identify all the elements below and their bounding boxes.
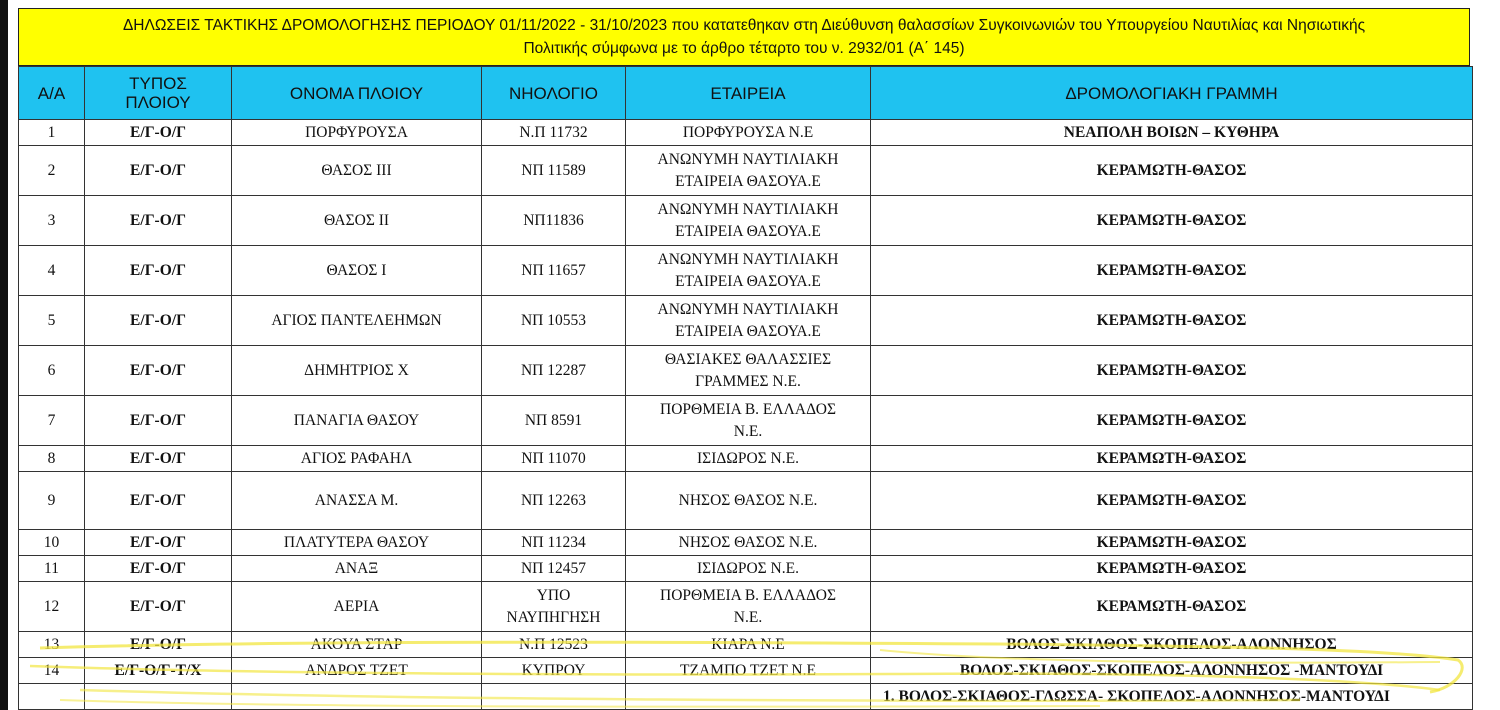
cell-company [626,396,871,446]
cell-ship-name [232,684,482,710]
cell-registry-line: ΝΠ 12263 [520,491,586,509]
cell-type [85,346,232,396]
cell-company-line: ΠΟΡΦΥΡΟΥΣΑ Ν.Ε [682,123,814,141]
cell-type-line: Ε/Γ-Ο/Γ [130,411,186,429]
cell-registry [482,346,626,396]
cell-route-line: ΚΕΡΑΜΩΤΗ-ΘΑΣΟΣ [1096,261,1247,279]
table-row [19,582,1473,632]
cell-route [871,530,1473,556]
table-row [19,146,1473,196]
cell-ship-name-line: ΠΟΡΦΥΡΟΥΣΑ [305,123,408,141]
cell-company-line: ΕΤΑΙΡΕΙΑ ΘΑΣΟΥΑ.Ε [675,222,821,240]
cell-registry-line: ΥΠΟ [536,586,571,604]
cell-company [626,472,871,530]
document-title [18,8,1470,66]
cell-route-line: ΚΕΡΑΜΩΤΗ-ΘΑΣΟΣ [1096,533,1247,551]
table-row [19,120,1473,146]
cell-route-line: ΚΕΡΑΜΩΤΗ-ΘΑΣΟΣ [1096,211,1247,229]
cell-type [85,530,232,556]
table-row [19,246,1473,296]
cell-type-line: Ε/Γ-Ο/Γ [130,161,186,179]
title-line-2: Πολιτικής σύμφωνα με το άρθρο τέταρτο του ν. 2932/01 (Α΄ 145) [523,40,965,57]
cell-ship-name-line: ΑΚΟΥΑ ΣΤΑΡ [310,635,403,653]
table-row [19,684,1473,710]
cell-route [871,684,1473,710]
cell-type-line: Ε/Γ-Ο/Γ-Τ/Χ [114,661,202,679]
cell-aa [19,684,85,710]
cell-company [626,684,871,710]
cell-aa-line: 2 [47,161,56,179]
cell-registry-line: Ν.Π 12523 [519,635,588,653]
cell-aa [19,472,85,530]
cell-registry [482,632,626,658]
cell-ship-name-line: ΠΛΑΤΥΤΕΡΑ ΘΑΣΟΥ [283,533,430,551]
cell-ship-name [232,146,482,196]
table-row [19,530,1473,556]
cell-type-line: Ε/Γ-Ο/Γ [130,559,186,577]
cell-aa [19,146,85,196]
cell-route-line: 1. ΒΟΛΟΣ-ΣΚΙΑΘΟΣ-ΓΛΩΣΣΑ- ΣΚΟΠΕΛΟΣ-ΑΛΟΝΝΗΣΟΣ-ΜΑΝΤΟΥΔΙ [883,687,1390,705]
cell-company-line: ΑΝΩΝΥΜΗ ΝΑΥΤΙΛΙΑΚΗ [657,250,839,268]
cell-registry [482,246,626,296]
cell-ship-name [232,296,482,346]
cell-type-line: Ε/Γ-Ο/Γ [130,449,186,467]
cell-company [626,296,871,346]
cell-type [85,296,232,346]
cell-ship-name [232,582,482,632]
cell-aa [19,346,85,396]
cell-company-line: Ν.Ε. [733,422,763,440]
cell-type-line: Ε/Γ-Ο/Γ [130,533,186,551]
cell-type-line: Ε/Γ-Ο/Γ [130,211,186,229]
cell-route-line: ΚΕΡΑΜΩΤΗ-ΘΑΣΟΣ [1096,559,1247,577]
cell-ship-name [232,396,482,446]
cell-route [871,346,1473,396]
cell-route-line: ΚΕΡΑΜΩΤΗ-ΘΑΣΟΣ [1096,161,1247,179]
table-row [19,472,1473,530]
cell-aa [19,632,85,658]
cell-aa [19,582,85,632]
cell-ship-name-line: ΘΑΣΟΣ ΙΙΙ [321,161,392,179]
cell-type [85,120,232,146]
header-registry: ΝΗΟΛΟΓΙΟ [482,67,626,120]
cell-route-line: ΝΕΑΠΟΛΗ ΒΟΙΩΝ – ΚΥΘΗΡΑ [1063,123,1280,141]
cell-company-line: ΤΖΑΜΠΟ ΤΖΕΤ Ν.Ε [680,661,816,679]
table-row [19,632,1473,658]
cell-company [626,120,871,146]
cell-aa-line: 10 [43,533,60,551]
cell-route [871,632,1473,658]
cell-ship-name [232,632,482,658]
cell-registry-line: ΝΠ 11070 [521,449,586,467]
cell-type-line: Ε/Γ-Ο/Γ [130,123,186,141]
cell-aa-line: 4 [47,261,56,279]
table-row [19,346,1473,396]
left-edge-bar [0,0,8,710]
cell-route [871,472,1473,530]
cell-ship-name-line: ΑΓΙΟΣ ΠΑΝΤΕΛΕΗΜΩΝ [271,311,442,329]
cell-company-line: ΚΙΑΡΑ Ν.Ε [711,635,785,653]
cell-type [85,246,232,296]
cell-ship-name [232,530,482,556]
cell-registry-line: ΝΠ 12287 [520,361,586,379]
cell-type-line: Ε/Γ-Ο/Γ [130,491,186,509]
cell-company-line: ΑΝΩΝΥΜΗ ΝΑΥΤΙΛΙΑΚΗ [657,150,839,168]
table-row [19,556,1473,582]
cell-registry-line: ΝΠ 10553 [520,311,586,329]
cell-company [626,582,871,632]
cell-company [626,556,871,582]
cell-ship-name [232,246,482,296]
cell-route-line: ΚΕΡΑΜΩΤΗ-ΘΑΣΟΣ [1096,491,1247,509]
cell-aa [19,446,85,472]
cell-route-line: ΚΕΡΑΜΩΤΗ-ΘΑΣΟΣ [1096,411,1247,429]
cell-company-line: ΝΗΣΟΣ ΘΑΣΟΣ Ν.Ε. [678,491,818,509]
cell-route-line: ΚΕΡΑΜΩΤΗ-ΘΑΣΟΣ [1096,449,1247,467]
cell-registry-line: ΝΠ 8591 [524,411,583,429]
cell-company-line: ΝΗΣΟΣ ΘΑΣΟΣ Ν.Ε. [678,533,818,551]
cell-type [85,396,232,446]
cell-company-line: ΠΟΡΘΜΕΙΑ Β. ΕΛΛΑΔΟΣ [660,586,836,604]
cell-company [626,530,871,556]
cell-ship-name-line: ΠΑΝΑΓΙΑ ΘΑΣΟΥ [293,411,420,429]
cell-type [85,658,232,684]
cell-aa-line: 12 [43,597,60,615]
cell-registry [482,530,626,556]
cell-route [871,582,1473,632]
cell-type [85,582,232,632]
cell-aa [19,396,85,446]
cell-aa-line: 8 [47,449,56,467]
cell-aa [19,296,85,346]
cell-company-line: ΙΣΙΔΩΡΟΣ Ν.Ε. [697,449,799,467]
cell-aa [19,120,85,146]
cell-ship-name [232,472,482,530]
cell-aa-line: 7 [47,411,56,429]
header-aa: Α/Α [19,67,85,120]
cell-ship-name-line: ΑΝΔΡΟΣ ΤΖΕΤ [305,661,408,679]
cell-registry-line: Ν.Π 11732 [519,123,588,141]
cell-registry [482,582,626,632]
cell-company [626,146,871,196]
cell-type-line: Ε/Γ-Ο/Γ [130,635,186,653]
cell-ship-name-line: ΘΑΣΟΣ ΙΙ [323,211,390,229]
cell-registry-line: ΝΠ 12457 [520,559,586,577]
cell-route [871,146,1473,196]
cell-route-line: ΒΟΛΟΣ-ΣΚΙΑΘΟΣ-ΣΚΟΠΕΛΟΣ-ΑΛΟΝΝΗΣΟΣ [1006,635,1337,653]
cell-type-line: Ε/Γ-Ο/Γ [130,311,186,329]
cell-ship-name-line: ΑΝΑΞ [334,559,379,577]
table-row [19,658,1473,684]
cell-registry-line: ΝΠ 11589 [521,161,586,179]
cell-aa-line: 9 [47,491,56,509]
cell-ship-name [232,446,482,472]
header-type [85,67,232,120]
cell-type [85,632,232,658]
cell-route [871,246,1473,296]
cell-aa-line: 5 [47,311,56,329]
cell-company-line: ΑΝΩΝΥΜΗ ΝΑΥΤΙΛΙΑΚΗ [657,200,839,218]
cell-company [626,632,871,658]
cell-type [85,446,232,472]
cell-company-line: ΑΝΩΝΥΜΗ ΝΑΥΤΙΛΙΑΚΗ [657,300,839,318]
header-type-line2: ΠΛΟΙΟΥ [125,93,191,112]
cell-registry [482,446,626,472]
header-ship-name: ΟΝΟΜΑ ΠΛΟΙΟΥ [232,67,482,120]
cell-ship-name [232,346,482,396]
cell-aa-line: 14 [43,661,60,679]
table-row [19,296,1473,346]
cell-registry [482,296,626,346]
cell-ship-name [232,658,482,684]
cell-ship-name [232,196,482,246]
cell-registry [482,658,626,684]
cell-type [85,556,232,582]
cell-company [626,658,871,684]
cell-aa [19,530,85,556]
cell-aa [19,658,85,684]
cell-aa-line: 13 [43,635,60,653]
cell-registry-line: ΝΠ 11234 [521,533,586,551]
cell-registry [482,472,626,530]
cell-route-line: ΒΟΛΟΣ-ΣΚΙΑΘΟΣ-ΣΚΟΠΕΛΟΣ-ΑΛΟΝΝΗΣΟΣ -ΜΑΝΤΟΥΔΙ [959,661,1384,679]
cell-route-line: ΚΕΡΑΜΩΤΗ-ΘΑΣΟΣ [1096,361,1247,379]
cell-aa-line: 3 [47,211,56,229]
cell-route-line: ΚΕΡΑΜΩΤΗ-ΘΑΣΟΣ [1096,597,1247,615]
cell-aa-line: 11 [44,559,59,577]
cell-ship-name-line: ΘΑΣΟΣ Ι [326,261,387,279]
cell-company [626,196,871,246]
header-company: ΕΤΑΙΡΕΙΑ [626,67,871,120]
cell-registry-line: ΚΥΠΡΟΥ [521,661,586,679]
table-row [19,396,1473,446]
cell-route [871,120,1473,146]
cell-type [85,196,232,246]
cell-company-line: ΕΤΑΙΡΕΙΑ ΘΑΣΟΥΑ.Ε [675,272,821,290]
cell-registry-line: ΝΠ11836 [523,211,584,229]
cell-registry [482,556,626,582]
cell-type-line: Ε/Γ-Ο/Γ [130,261,186,279]
cell-route [871,658,1473,684]
cell-route [871,446,1473,472]
cell-aa [19,196,85,246]
cell-route [871,196,1473,246]
cell-type-line: Ε/Γ-Ο/Γ [130,361,186,379]
cell-registry-line: ΝΠ 11657 [521,261,586,279]
cell-company-line: ΠΟΡΘΜΕΙΑ Β. ΕΛΛΑΔΟΣ [660,400,836,418]
cell-company-line: ΕΤΑΙΡΕΙΑ ΘΑΣΟΥΑ.Ε [675,322,821,340]
cell-registry-line: ΝΑΥΠΗΓΗΣΗ [506,608,601,626]
cell-company [626,346,871,396]
header-type-line1: ΤΥΠΟΣ [129,74,187,93]
header-route: ΔΡΟΜΟΛΟΓΙΑΚΗ ΓΡΑΜΜΗ [871,67,1473,120]
cell-route [871,556,1473,582]
cell-company [626,246,871,296]
cell-type [85,146,232,196]
cell-route [871,396,1473,446]
cell-company-line: ΕΤΑΙΡΕΙΑ ΘΑΣΟΥΑ.Ε [675,172,821,190]
ship-routes-table [18,66,1473,710]
cell-registry [482,684,626,710]
table-row [19,196,1473,246]
cell-ship-name-line: ΑΕΡΙΑ [333,597,380,615]
cell-registry [482,120,626,146]
cell-route-line: ΚΕΡΑΜΩΤΗ-ΘΑΣΟΣ [1096,311,1247,329]
cell-company [626,446,871,472]
cell-ship-name-line: ΔΗΜΗΤΡΙΟΣ Χ [304,361,409,379]
cell-ship-name-line: ΑΝΑΣΣΑ Μ. [314,491,399,509]
table-header-row [19,67,1473,120]
cell-ship-name [232,556,482,582]
cell-registry [482,196,626,246]
table-row [19,446,1473,472]
cell-aa-line: 6 [47,361,56,379]
cell-aa-line: 1 [47,123,56,141]
title-line-1: ΔΗΛΩΣΕΙΣ ΤΑΚΤΙΚΗΣ ΔΡΟΜΟΛΟΓΗΣΗΣ ΠΕΡΙΟΔΟΥ 01/11/2022 - 31/10/2023 που κατατεθηκαν στη Διεύθυνση θαλασσίων Συγκοινωνιών του Υπουργείου Ναυτιλίας και Νησιωτικής [122,17,1366,34]
cell-type-line: Ε/Γ-Ο/Γ [130,597,186,615]
cell-aa [19,246,85,296]
cell-company-line: Ν.Ε. [733,608,763,626]
cell-company-line: ΓΡΑΜΜΕΣ Ν.Ε. [695,372,801,390]
cell-type [85,684,232,710]
cell-registry [482,396,626,446]
cell-company-line: ΙΣΙΔΩΡΟΣ Ν.Ε. [697,559,799,577]
cell-type [85,472,232,530]
cell-registry [482,146,626,196]
cell-ship-name-line: ΑΓΙΟΣ ΡΑΦΑΗΛ [300,449,413,467]
cell-company-line: ΘΑΣΙΑΚΕΣ ΘΑΛΑΣΣΙΕΣ [664,350,832,368]
cell-aa [19,556,85,582]
cell-route [871,296,1473,346]
cell-ship-name [232,120,482,146]
